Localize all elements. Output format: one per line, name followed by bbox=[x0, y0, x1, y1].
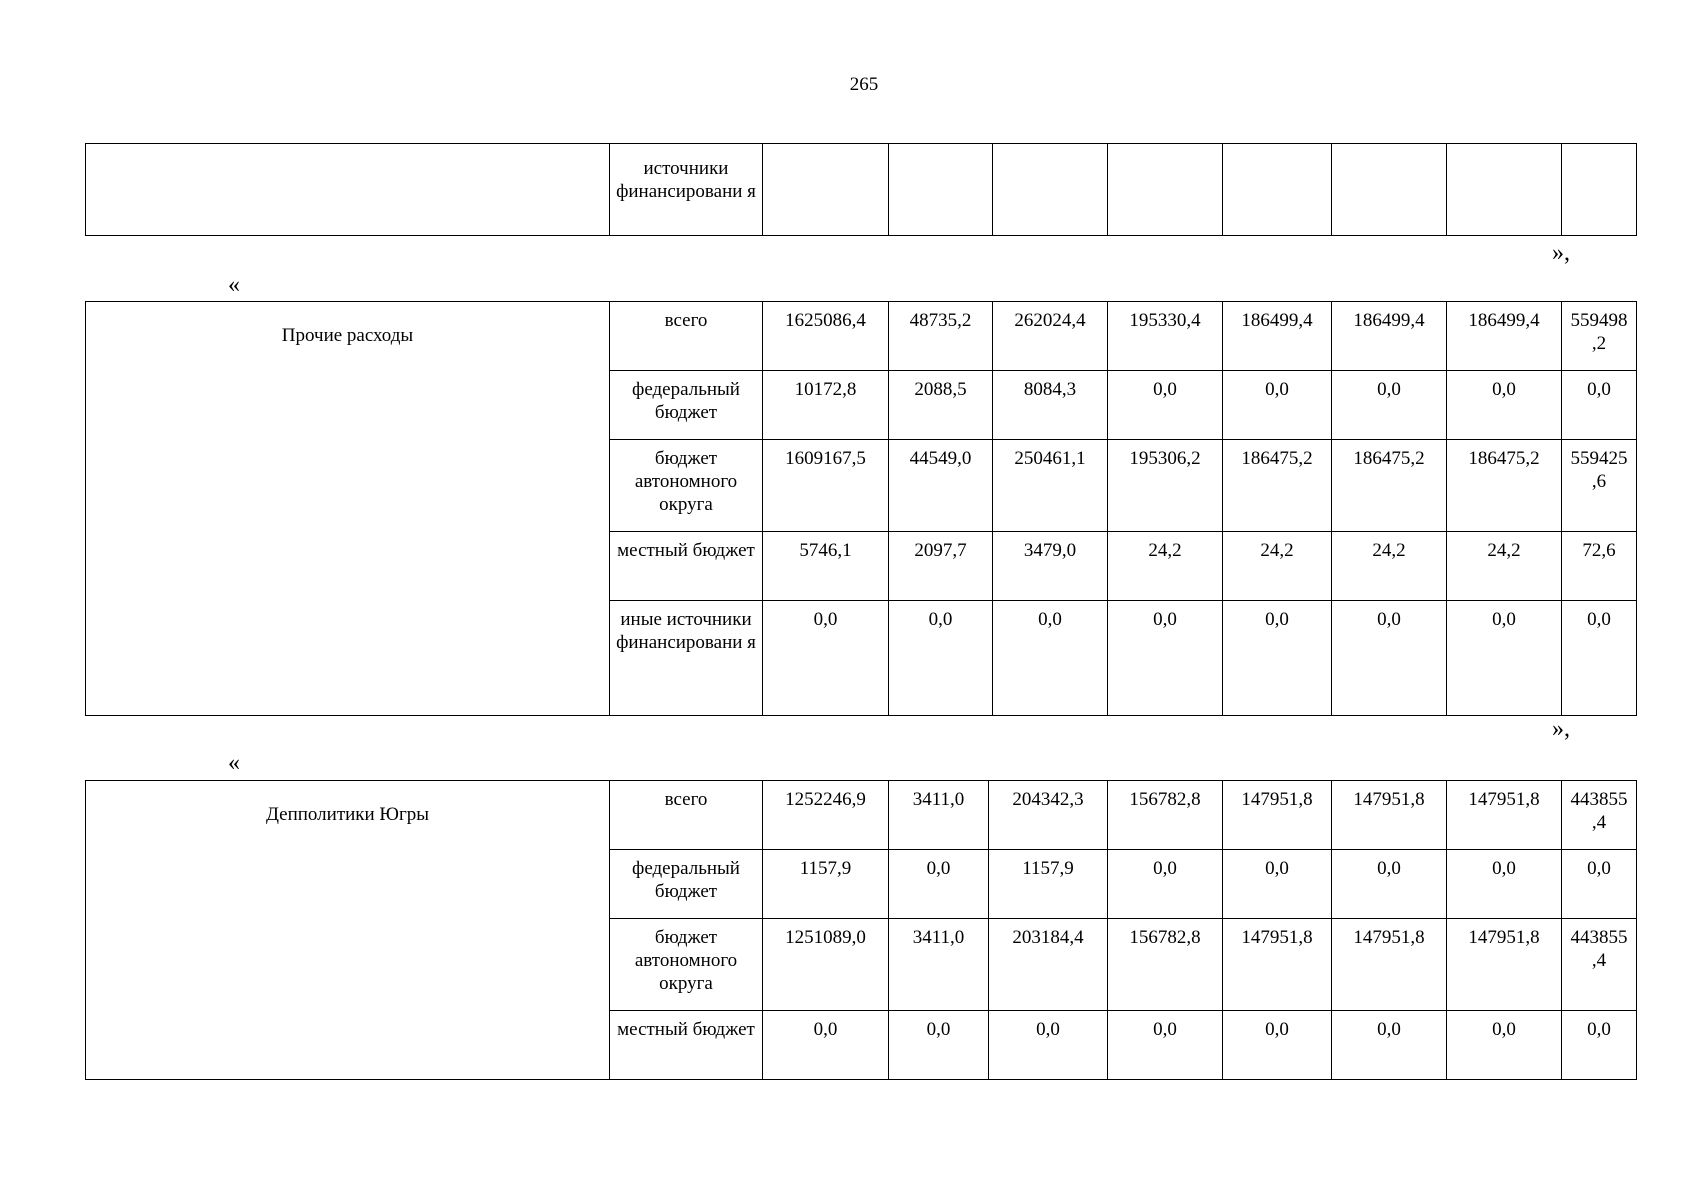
value-cell: 186499,4 bbox=[1332, 302, 1447, 371]
value-cell: 147951,8 bbox=[1223, 919, 1332, 1011]
value-cell: 0,0 bbox=[1223, 850, 1332, 919]
source-cell: местный бюджет bbox=[610, 532, 763, 601]
value-cell: 0,0 bbox=[889, 601, 993, 716]
value-cell: 72,6 bbox=[1562, 532, 1637, 601]
value-cell: 0,0 bbox=[1108, 601, 1223, 716]
value-cell: 10172,8 bbox=[763, 371, 889, 440]
value-cell: 0,0 bbox=[1562, 371, 1637, 440]
value-cell bbox=[1562, 144, 1637, 236]
value-cell: 559498 ,2 bbox=[1562, 302, 1637, 371]
value-cell: 250461,1 bbox=[993, 440, 1108, 532]
value-cell: 24,2 bbox=[1447, 532, 1562, 601]
value-cell: 1157,9 bbox=[989, 850, 1108, 919]
value-cell: 0,0 bbox=[1332, 601, 1447, 716]
value-cell: 1625086,4 bbox=[763, 302, 889, 371]
value-cell: 0,0 bbox=[1108, 371, 1223, 440]
value-cell: 195330,4 bbox=[1108, 302, 1223, 371]
value-cell: 262024,4 bbox=[993, 302, 1108, 371]
value-cell: 186499,4 bbox=[1447, 302, 1562, 371]
value-cell: 1609167,5 bbox=[763, 440, 889, 532]
value-cell: 0,0 bbox=[1562, 1011, 1637, 1080]
value-cell: 8084,3 bbox=[993, 371, 1108, 440]
source-cell: всего bbox=[610, 302, 763, 371]
section-title: Прочие расходы bbox=[86, 302, 610, 716]
value-cell: 48735,2 bbox=[889, 302, 993, 371]
value-cell: 156782,8 bbox=[1108, 781, 1223, 850]
value-cell: 3479,0 bbox=[993, 532, 1108, 601]
source-cell: местный бюджет bbox=[610, 1011, 763, 1080]
value-cell: 204342,3 bbox=[989, 781, 1108, 850]
name-cell bbox=[86, 144, 610, 236]
page-number: 265 bbox=[849, 74, 879, 95]
source-cell: федеральный бюджет bbox=[610, 371, 763, 440]
value-cell: 0,0 bbox=[763, 1011, 889, 1080]
closing-quote: », bbox=[1552, 240, 1570, 266]
value-cell: 443855 ,4 bbox=[1562, 781, 1637, 850]
value-cell: 0,0 bbox=[1223, 601, 1332, 716]
closing-quote: », bbox=[1552, 716, 1570, 742]
value-cell: 0,0 bbox=[1223, 371, 1332, 440]
value-cell: 0,0 bbox=[1108, 850, 1223, 919]
source-cell: бюджет автономного округа bbox=[610, 919, 763, 1011]
value-cell: 3411,0 bbox=[889, 781, 989, 850]
value-cell: 44549,0 bbox=[889, 440, 993, 532]
value-cell: 186475,2 bbox=[1447, 440, 1562, 532]
value-cell: 0,0 bbox=[1332, 371, 1447, 440]
table-deppolitiki bbox=[85, 780, 1637, 1080]
table-row bbox=[86, 781, 1637, 850]
value-cell bbox=[1447, 144, 1562, 236]
opening-quote: « bbox=[228, 750, 240, 776]
table-row bbox=[86, 302, 1637, 371]
value-cell: 0,0 bbox=[1223, 1011, 1332, 1080]
value-cell: 186475,2 bbox=[1332, 440, 1447, 532]
table-other-expenses bbox=[85, 301, 1637, 716]
value-cell: 147951,8 bbox=[1332, 919, 1447, 1011]
value-cell: 559425 ,6 bbox=[1562, 440, 1637, 532]
value-cell: 2088,5 bbox=[889, 371, 993, 440]
value-cell: 0,0 bbox=[1108, 1011, 1223, 1080]
value-cell: 186499,4 bbox=[1223, 302, 1332, 371]
table-fragment-top bbox=[85, 143, 1637, 236]
value-cell: 5746,1 bbox=[763, 532, 889, 601]
value-cell: 147951,8 bbox=[1332, 781, 1447, 850]
value-cell: 147951,8 bbox=[1223, 781, 1332, 850]
value-cell: 0,0 bbox=[1447, 850, 1562, 919]
section-title: Депполитики Югры bbox=[86, 781, 610, 1080]
value-cell bbox=[1108, 144, 1223, 236]
value-cell: 0,0 bbox=[763, 601, 889, 716]
value-cell: 2097,7 bbox=[889, 532, 993, 601]
value-cell: 147951,8 bbox=[1447, 919, 1562, 1011]
value-cell bbox=[1332, 144, 1447, 236]
value-cell: 0,0 bbox=[1332, 850, 1447, 919]
source-cell: федеральный бюджет bbox=[610, 850, 763, 919]
value-cell bbox=[889, 144, 993, 236]
value-cell bbox=[993, 144, 1108, 236]
value-cell: 3411,0 bbox=[889, 919, 989, 1011]
value-cell: 0,0 bbox=[1447, 371, 1562, 440]
value-cell: 186475,2 bbox=[1223, 440, 1332, 532]
value-cell: 0,0 bbox=[993, 601, 1108, 716]
value-cell: 1251089,0 bbox=[763, 919, 889, 1011]
value-cell: 0,0 bbox=[1332, 1011, 1447, 1080]
value-cell bbox=[763, 144, 889, 236]
value-cell: 24,2 bbox=[1223, 532, 1332, 601]
value-cell: 0,0 bbox=[989, 1011, 1108, 1080]
value-cell: 0,0 bbox=[1447, 601, 1562, 716]
value-cell: 195306,2 bbox=[1108, 440, 1223, 532]
value-cell: 1252246,9 bbox=[763, 781, 889, 850]
value-cell: 24,2 bbox=[1332, 532, 1447, 601]
value-cell: 0,0 bbox=[1562, 601, 1637, 716]
value-cell bbox=[1223, 144, 1332, 236]
source-cell: всего bbox=[610, 781, 763, 850]
value-cell: 147951,8 bbox=[1447, 781, 1562, 850]
value-cell: 24,2 bbox=[1108, 532, 1223, 601]
value-cell: 443855 ,4 bbox=[1562, 919, 1637, 1011]
value-cell: 0,0 bbox=[889, 850, 989, 919]
source-cell: бюджет автономного округа bbox=[610, 440, 763, 532]
value-cell: 0,0 bbox=[889, 1011, 989, 1080]
source-cell: иные источники финансировани я bbox=[610, 601, 763, 716]
opening-quote: « bbox=[228, 272, 240, 298]
value-cell: 0,0 bbox=[1447, 1011, 1562, 1080]
value-cell: 1157,9 bbox=[763, 850, 889, 919]
value-cell: 156782,8 bbox=[1108, 919, 1223, 1011]
source-cell: источники финансировани я bbox=[610, 144, 763, 236]
value-cell: 203184,4 bbox=[989, 919, 1108, 1011]
value-cell: 0,0 bbox=[1562, 850, 1637, 919]
